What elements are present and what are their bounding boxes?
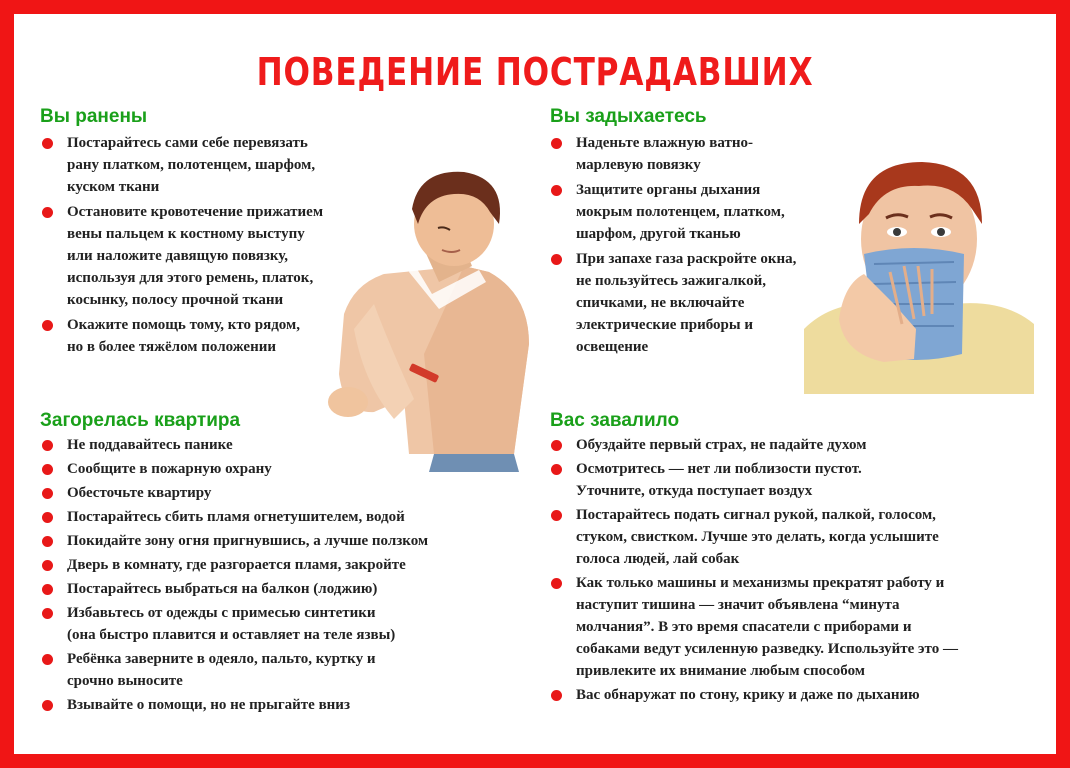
bullet-text-line: освещение [576, 339, 649, 355]
bullet-item [549, 434, 958, 456]
bullet-dot-icon [42, 654, 53, 665]
heading-fire: Загорелась квартира [40, 410, 241, 431]
bullet-text-line: косынку, полосу прочной ткани [67, 292, 284, 308]
bullet-text-line: (она быстро плавится и оставляет на теле язвы) [67, 627, 396, 643]
bullet-text-line: наступит тишина — значит объявлена “минута [576, 597, 900, 613]
bullet-item [549, 572, 958, 682]
bullet-item [40, 602, 428, 646]
bullet-dot-icon [42, 488, 53, 499]
bullet-text-line: Обесточьте квартиру [67, 485, 212, 501]
bullet-dot-icon [42, 440, 53, 451]
bullet-item [549, 684, 958, 706]
bullet-text-line: Взывайте о помощи, но не прыгайте вниз [67, 697, 350, 713]
bullet-dot-icon [551, 185, 562, 196]
bullet-text-line: срочно выносите [67, 673, 183, 689]
bullet-dot-icon [42, 207, 53, 218]
bullet-text-line: не пользуйтесь зажигалкой, [576, 273, 766, 289]
bullet-text-line: Окажите помощь тому, кто рядом, [67, 317, 300, 333]
bullet-text-line: Сообщите в пожарную охрану [67, 461, 272, 477]
bullet-item [549, 179, 796, 245]
bullet-text-line: или наложите давящую повязку, [67, 248, 289, 264]
bullet-text-line: Осмотритесь — нет ли поблизости пустот. [576, 461, 862, 477]
bullet-text-line: Не поддавайтесь панике [67, 437, 233, 453]
bullet-dot-icon [551, 254, 562, 265]
bullet-text-line: вены пальцем к костному выступу [67, 226, 305, 242]
bullet-dot-icon [551, 464, 562, 475]
bullet-item [549, 504, 958, 570]
bullet-item [40, 648, 428, 692]
bullet-item [40, 578, 428, 600]
bullet-dot-icon [42, 464, 53, 475]
bullet-text-line: привлеките их внимание любым способом [576, 663, 865, 679]
bullet-text-line: Вас обнаружат по стону, крику и даже по дыханию [576, 687, 920, 703]
bullet-dot-icon [42, 584, 53, 595]
bullet-dot-icon [42, 512, 53, 523]
bullet-text-line: марлевую повязку [576, 157, 701, 173]
bullet-dot-icon [42, 320, 53, 331]
bullet-item [40, 554, 428, 576]
bullet-item [549, 248, 796, 358]
bullet-text-line: Постарайтесь выбраться на балкон (лоджию) [67, 581, 378, 597]
bullet-text-line: Остановите кровотечение прижатием [67, 204, 324, 220]
heading-suffocating: Вы задыхаетесь [550, 106, 707, 127]
bullet-text-line: шарфом, другой тканью [576, 226, 741, 242]
bullet-dot-icon [42, 536, 53, 547]
bullet-item [40, 694, 428, 716]
bullet-text-line: Наденьте влажную ватно- [576, 135, 753, 151]
bullet-dot-icon [551, 510, 562, 521]
list-wounded [40, 132, 323, 361]
bullet-text-line: мокрым полотенцем, платком, [576, 204, 785, 220]
bullet-text-line: Дверь в комнату, где разгорается пламя, закройте [67, 557, 406, 573]
bullet-text-line: молчания”. В это время спасатели с приборами и [576, 619, 912, 635]
bullet-text-line: Постарайтесь подать сигнал рукой, палкой, голосом, [576, 507, 936, 523]
man-bandaging-arm-illustration [314, 154, 544, 474]
bullet-text-line: используя для этого ремень, платок, [67, 270, 314, 286]
bullet-text-line: но в более тяжёлом положении [67, 339, 276, 355]
bullet-item [549, 132, 796, 176]
bullet-item [40, 201, 323, 311]
bullet-item [40, 506, 428, 528]
heading-wounded: Вы ранены [40, 106, 148, 127]
bullet-text-line: Как только машины и механизмы прекратят работу и [576, 575, 945, 591]
bullet-text-line: голоса людей, лай собак [576, 551, 740, 567]
bullet-dot-icon [551, 690, 562, 701]
man-with-towel-illustration [804, 154, 1034, 394]
bullet-text-line: Покидайте зону огня пригнувшись, а лучше ползком [67, 533, 429, 549]
bullet-text-line: собаками ведут усиленную разведку. Используйте это — [576, 641, 958, 657]
bullet-item [40, 314, 323, 358]
bullet-text-line: Защитите органы дыхания [576, 182, 761, 198]
bullet-text-line: Уточните, откуда поступает воздух [576, 483, 813, 499]
bullet-text-line: Ребёнка заверните в одеяло, пальто, куртку и [67, 651, 376, 667]
bullet-dot-icon [551, 138, 562, 149]
bullet-item [549, 458, 958, 502]
bullet-dot-icon [42, 700, 53, 711]
bullet-text-line: электрические приборы и [576, 317, 753, 333]
list-fire [40, 434, 428, 718]
bullet-text-line: Избавьтесь от одежды с примесью синтетики [67, 605, 376, 621]
bullet-text-line: стуком, свистком. Лучше это делать, когда услышите [576, 529, 939, 545]
bullet-dot-icon [42, 560, 53, 571]
bullet-item [40, 482, 428, 504]
heading-trapped: Вас завалило [550, 410, 680, 431]
bullet-text-line: Постарайтесь сбить пламя огнетушителем, водой [67, 509, 405, 525]
bullet-text-line: куском ткани [67, 179, 160, 195]
bullet-item [40, 530, 428, 552]
list-suffocating [549, 132, 796, 361]
bullet-text-line: Постарайтесь сами себе перевязать [67, 135, 308, 151]
bullet-text-line: рану платком, полотенцем, шарфом, [67, 157, 316, 173]
bullet-dot-icon [42, 138, 53, 149]
bullet-text-line: Обуздайте первый страх, не падайте духом [576, 437, 867, 453]
bullet-dot-icon [42, 608, 53, 619]
bullet-dot-icon [551, 440, 562, 451]
bullet-item [40, 132, 323, 198]
poster-title: ПОВЕДЕНИЕ ПОСТРАДАВШИХ [256, 50, 814, 94]
bullet-text-line: При запахе газа раскройте окна, [576, 251, 797, 267]
bullet-dot-icon [551, 578, 562, 589]
bullet-text-line: спичками, не включайте [576, 295, 745, 311]
list-trapped [549, 434, 958, 708]
